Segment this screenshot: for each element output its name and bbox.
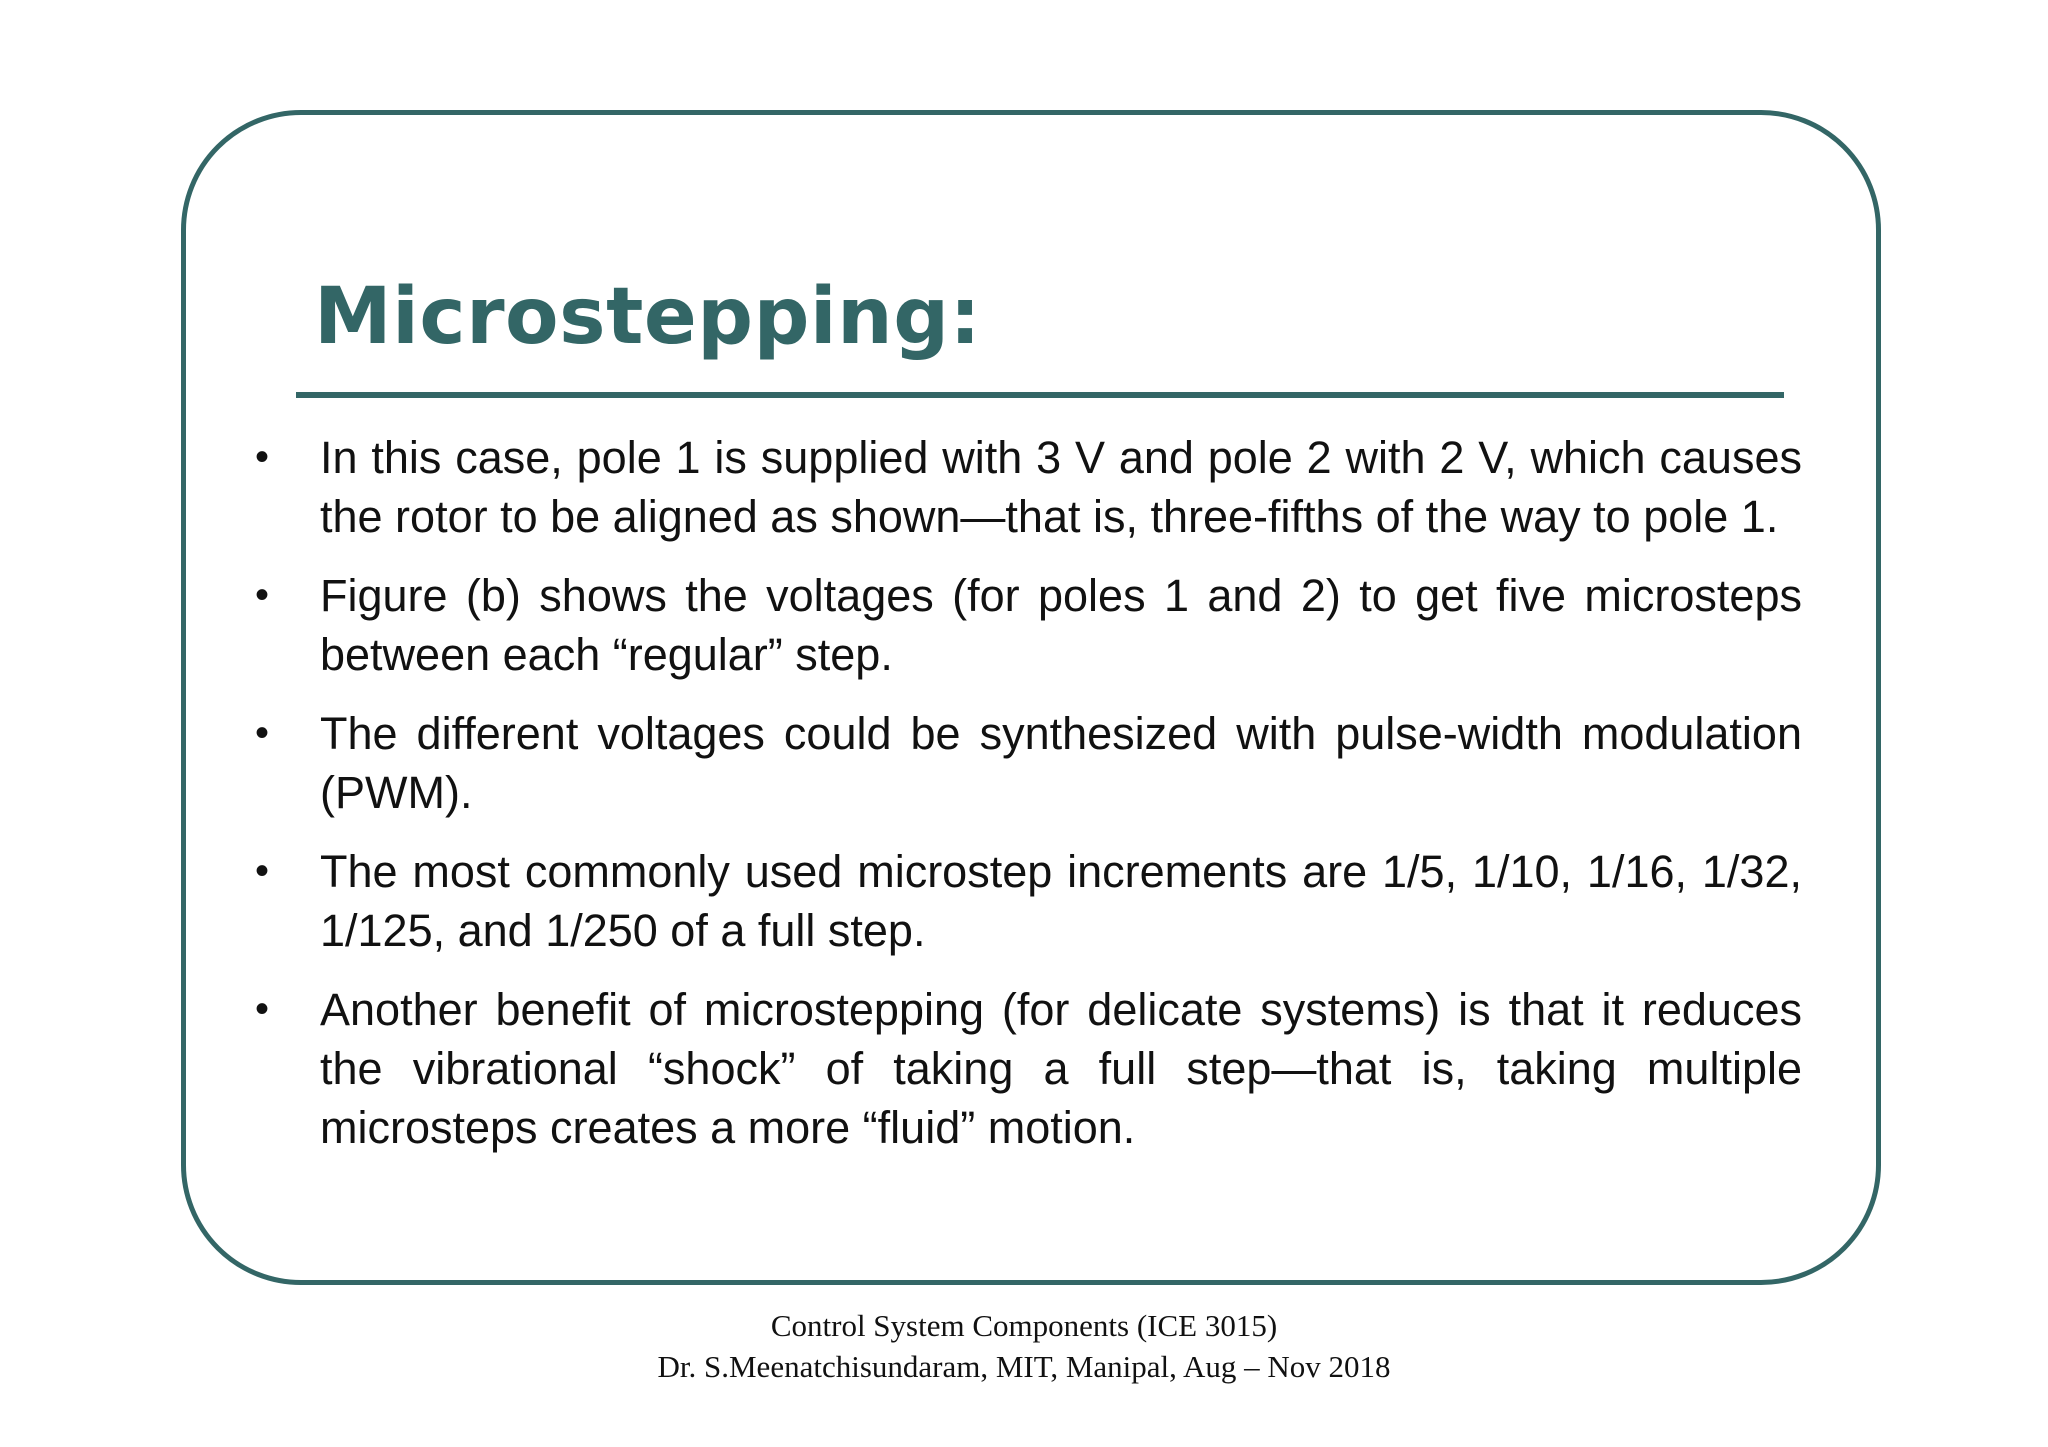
bullet-item xyxy=(250,842,1802,960)
bullet-item xyxy=(250,428,1802,546)
bullet-dot-icon: • xyxy=(255,711,270,755)
bullet-dot-icon: • xyxy=(255,573,270,617)
bullet-list xyxy=(250,428,1802,1177)
bullet-text: Another benefit of microstepping (for delicate systems) is that it reduces the vibrational “shock” of taking a full step—that is, taking multiple microsteps creates a more “fluid” motion. xyxy=(320,984,1802,1153)
title-underline xyxy=(296,392,1784,398)
bullet-text: In this case, pole 1 is supplied with 3 V and pole 2 with 2 V, which causes the rotor to be aligned as shown—that is, three-fifths of the way to pole 1. xyxy=(320,432,1802,542)
bullet-dot-icon: • xyxy=(255,987,270,1031)
bullet-dot-icon: • xyxy=(255,849,270,893)
footer-author: Dr. S.Meenatchisundaram, MIT, Manipal, Aug – Nov 2018 xyxy=(657,1349,1391,1384)
bullet-item xyxy=(250,980,1802,1157)
bullet-dot-icon: • xyxy=(255,435,270,479)
bullet-text: The different voltages could be synthesized with pulse-width modulation (PWM). xyxy=(320,708,1802,818)
bullet-text: Figure (b) shows the voltages (for poles 1 and 2) to get five microsteps between each “regular” step. xyxy=(320,570,1802,680)
slide-title: Microstepping: xyxy=(314,272,982,362)
footer-course: Control System Components (ICE 3015) xyxy=(770,1308,1278,1343)
bullet-text: The most commonly used microstep increments are 1/5, 1/10, 1/16, 1/32, 1/125, and 1/250 of a full step. xyxy=(320,846,1802,956)
bullet-item xyxy=(250,566,1802,684)
bullet-item xyxy=(250,704,1802,822)
